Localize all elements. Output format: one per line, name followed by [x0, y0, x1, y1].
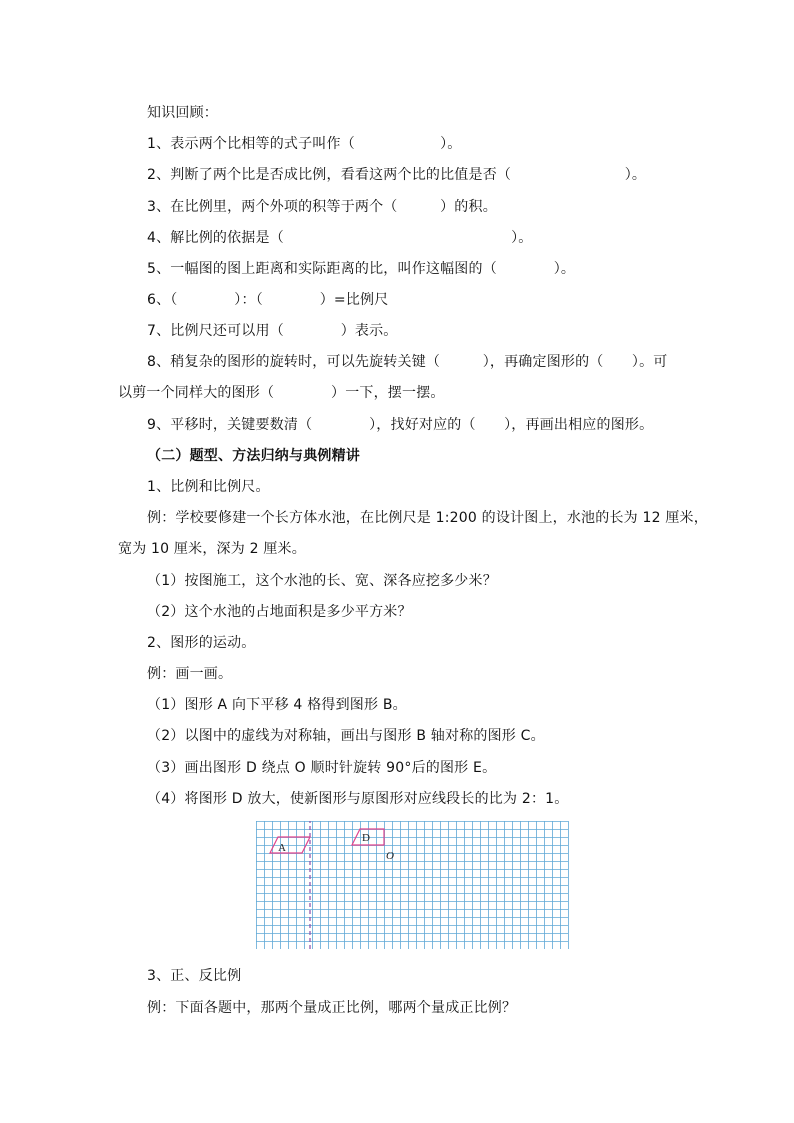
review-item-1: 1、表示两个比相等的式子叫作（ ）。 — [147, 136, 462, 152]
topic2-title: 2、图形的运动。 — [147, 635, 256, 651]
topic1-example-line1: 例：学校要修建一个长方体水池，在比例尺是 1:200 的设计图上，水池的长为 12 厘米， — [147, 510, 708, 526]
review-item-7: 7、比例尺还可以用（ ）表示。 — [147, 323, 398, 339]
topic2-step-1: （1）图形 A 向下平移 4 格得到图形 B。 — [147, 697, 407, 713]
section-heading: （二）题型、方法归纳与典例精讲 — [147, 448, 360, 464]
topic1-title: 1、比例和比例尺。 — [147, 479, 270, 495]
review-item-4: 4、解比例的依据是（ ）。 — [147, 230, 533, 246]
grid-figure — [256, 821, 570, 949]
shape-d-label: D — [362, 832, 370, 844]
shape-a-label: A — [278, 842, 286, 854]
review-item-2: 2、判断了两个比是否成比例，看看这两个比的比值是否（ ）。 — [147, 167, 647, 183]
topic3-title: 3、正、反比例 — [147, 968, 242, 984]
topic2-step-2: （2）以图中的虚线为对称轴，画出与图形 B 轴对称的图形 C。 — [147, 728, 545, 744]
topic1-question-2: （2）这个水池的占地面积是多少平方米？ — [147, 604, 412, 620]
topic1-example-line2: 宽为 10 厘米，深为 2 厘米。 — [118, 541, 306, 557]
topic1-question-1: （1）按图施工，这个水池的长、宽、深各应挖多少米？ — [147, 573, 497, 589]
review-item-3: 3、在比例里，两个外项的积等于两个（ ）的积。 — [147, 199, 497, 215]
review-item-8-continued: 以剪一个同样大的图形（ ）一下，摆一摆。 — [118, 385, 445, 401]
review-item-5: 5、一幅图的图上距离和实际距离的比，叫作这幅图的（ ）。 — [147, 261, 576, 277]
review-item-8: 8、稍复杂的图形的旋转时，可以先旋转关键（ ），再确定图形的（ ）。可 — [147, 354, 668, 370]
grid-lines — [256, 821, 569, 949]
topic2-example: 例：画一画。 — [147, 666, 233, 682]
topic2-step-3: （3）画出图形 D 绕点 O 顺时针旋转 90°后的图形 E。 — [147, 760, 497, 776]
topic2-step-4: （4）将图形 D 放大，使新图形与原图形对应线段长的比为 2：1。 — [147, 791, 569, 807]
shape-a-parallelogram — [270, 837, 310, 853]
point-o-label: O — [386, 850, 394, 862]
review-item-9: 9、平移时，关键要数清（ ），找好对应的（ ），再画出相应的图形。 — [147, 417, 654, 433]
review-heading: 知识回顾： — [147, 105, 218, 121]
topic3-example: 例：下面各题中，那两个量成正比例，哪两个量成正比例？ — [147, 1000, 517, 1016]
review-item-6: 6、（ ）：（ ）=比例尺 — [147, 292, 389, 308]
